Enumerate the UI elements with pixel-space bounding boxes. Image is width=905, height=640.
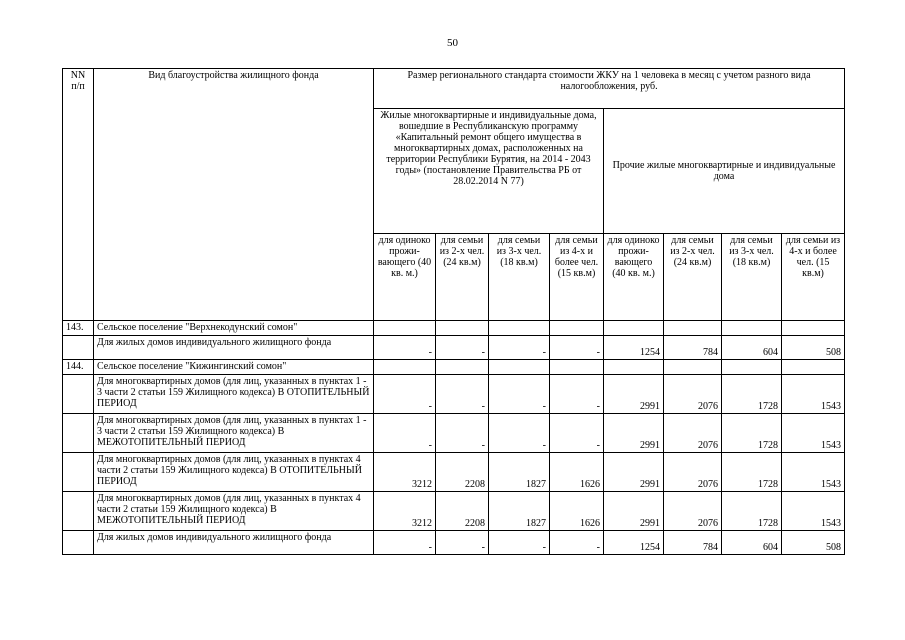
value-cell: 1254 xyxy=(604,336,664,360)
row-number: 143. xyxy=(63,321,94,336)
empty-cell xyxy=(436,321,489,336)
value-cell: 1543 xyxy=(782,492,845,531)
row-description: Для многоквартирных домов (для лиц, указанных в пунктах 4 части 2 статьи 159 Жилищного кодекса) В ОТОПИТЕЛЬНЫЙ ПЕРИОД xyxy=(94,453,374,492)
page-number: 50 xyxy=(447,37,458,49)
section-row xyxy=(63,360,845,375)
value-cell: - xyxy=(436,375,489,414)
section-row xyxy=(63,321,845,336)
value-cell: 508 xyxy=(782,531,845,555)
value-cell: 604 xyxy=(722,531,782,555)
value-cell: 2076 xyxy=(664,414,722,453)
value-cell: 1626 xyxy=(550,492,604,531)
value-cell: 2076 xyxy=(664,492,722,531)
empty-cell xyxy=(489,321,550,336)
value-cell: 2076 xyxy=(664,375,722,414)
value-cell: 1728 xyxy=(722,375,782,414)
subheader-sub2-1: для одиноко прожи-вающего (40 кв. м.) xyxy=(604,234,664,321)
empty-cell xyxy=(604,321,664,336)
data-row xyxy=(63,414,845,453)
value-cell: 508 xyxy=(782,336,845,360)
empty-cell xyxy=(782,321,845,336)
data-row xyxy=(63,453,845,492)
value-cell: - xyxy=(489,531,550,555)
row-description: Для многоквартирных домов (для лиц, указанных в пунктах 1 - 3 части 2 статьи 159 Жилищного кодекса) В ОТОПИТЕЛЬНЫЙ ПЕРИОД xyxy=(94,375,374,414)
header-group-program: Жилые многоквартирные и индивидуальные дома, вошедшие в Республиканскую программу «Капитальный ремонт общего имущества в многоквартирных домах, расположенных на территории Республики Бурятия, на 2014 - 2043 годы» (постановление Правительства РБ от 28.02.2014 N 77) xyxy=(374,109,604,234)
value-cell: - xyxy=(550,531,604,555)
value-cell: 1626 xyxy=(550,453,604,492)
tariff-table xyxy=(62,68,845,555)
section-title: Сельское поселение "Кижингинский сомон" xyxy=(94,360,374,375)
value-cell: - xyxy=(374,375,436,414)
value-cell: - xyxy=(436,414,489,453)
empty-cell xyxy=(436,360,489,375)
empty-cell xyxy=(664,360,722,375)
value-cell: - xyxy=(550,336,604,360)
header-type: Вид благоустройства жилищного фонда xyxy=(94,69,374,321)
row-number xyxy=(63,414,94,453)
value-cell: 784 xyxy=(664,531,722,555)
row-description: Для жилых домов индивидуального жилищного фонда xyxy=(94,336,374,360)
empty-cell xyxy=(550,360,604,375)
value-cell: - xyxy=(489,375,550,414)
subheader-sub2-4: для семьи из 4-х и более чел. (15 кв.м) xyxy=(782,234,845,321)
header-nn: NN п/п xyxy=(63,69,94,321)
value-cell: 1254 xyxy=(604,531,664,555)
empty-cell xyxy=(782,360,845,375)
value-cell: 2076 xyxy=(664,453,722,492)
section-title: Сельское поселение "Верхнекодунский сомон" xyxy=(94,321,374,336)
row-number xyxy=(63,531,94,555)
value-cell: - xyxy=(374,336,436,360)
value-cell: 2991 xyxy=(604,375,664,414)
empty-cell xyxy=(604,360,664,375)
value-cell: 3212 xyxy=(374,453,436,492)
value-cell: 1543 xyxy=(782,375,845,414)
value-cell: 2208 xyxy=(436,492,489,531)
empty-cell xyxy=(374,360,436,375)
empty-cell xyxy=(722,321,782,336)
value-cell: 1543 xyxy=(782,453,845,492)
value-cell: 1728 xyxy=(722,492,782,531)
data-row xyxy=(63,375,845,414)
value-cell: - xyxy=(489,336,550,360)
row-number xyxy=(63,375,94,414)
data-row xyxy=(63,492,845,531)
value-cell: 2991 xyxy=(604,492,664,531)
row-number xyxy=(63,336,94,360)
value-cell: - xyxy=(489,414,550,453)
row-number xyxy=(63,453,94,492)
subheader-sub1-4: для семьи из 4-х и более чел. (15 кв.м) xyxy=(550,234,604,321)
row-description: Для многоквартирных домов (для лиц, указанных в пунктах 4 части 2 статьи 159 Жилищного кодекса) В МЕЖОТОПИТЕЛЬНЫЙ ПЕРИОД xyxy=(94,492,374,531)
row-description: Для многоквартирных домов (для лиц, указанных в пунктах 1 - 3 части 2 статьи 159 Жилищного кодекса) В МЕЖОТОПИТЕЛЬНЫЙ ПЕРИОД xyxy=(94,414,374,453)
value-cell: 784 xyxy=(664,336,722,360)
subheader-sub1-1: для одиноко прожи-вающего (40 кв. м.) xyxy=(374,234,436,321)
value-cell: - xyxy=(550,375,604,414)
data-row xyxy=(63,336,845,360)
value-cell: 2208 xyxy=(436,453,489,492)
data-row xyxy=(63,531,845,555)
value-cell: 1827 xyxy=(489,453,550,492)
value-cell: 2991 xyxy=(604,414,664,453)
value-cell: 604 xyxy=(722,336,782,360)
row-number: 144. xyxy=(63,360,94,375)
empty-cell xyxy=(374,321,436,336)
value-cell: 1543 xyxy=(782,414,845,453)
empty-cell xyxy=(489,360,550,375)
header-row-top xyxy=(63,69,845,109)
empty-cell xyxy=(722,360,782,375)
row-number xyxy=(63,492,94,531)
value-cell: 1827 xyxy=(489,492,550,531)
value-cell: - xyxy=(374,531,436,555)
subheader-sub2-2: для семьи из 2-х чел. (24 кв.м) xyxy=(664,234,722,321)
empty-cell xyxy=(550,321,604,336)
value-cell: 1728 xyxy=(722,414,782,453)
empty-cell xyxy=(664,321,722,336)
value-cell: - xyxy=(436,336,489,360)
subheader-sub1-3: для семьи из 3-х чел. (18 кв.м) xyxy=(489,234,550,321)
header-size: Размер регионального стандарта стоимости ЖКУ на 1 человека в месяц с учетом разного вида налогообложения, руб. xyxy=(374,69,845,109)
value-cell: 1728 xyxy=(722,453,782,492)
value-cell: - xyxy=(436,531,489,555)
value-cell: 2991 xyxy=(604,453,664,492)
header-group-other: Прочие жилые многоквартирные и индивидуальные дома xyxy=(604,109,845,234)
subheader-sub1-2: для семьи из 2-х чел. (24 кв.м) xyxy=(436,234,489,321)
value-cell: 3212 xyxy=(374,492,436,531)
value-cell: - xyxy=(550,414,604,453)
row-description: Для жилых домов индивидуального жилищного фонда xyxy=(94,531,374,555)
value-cell: - xyxy=(374,414,436,453)
subheader-sub2-3: для семьи из 3-х чел. (18 кв.м) xyxy=(722,234,782,321)
